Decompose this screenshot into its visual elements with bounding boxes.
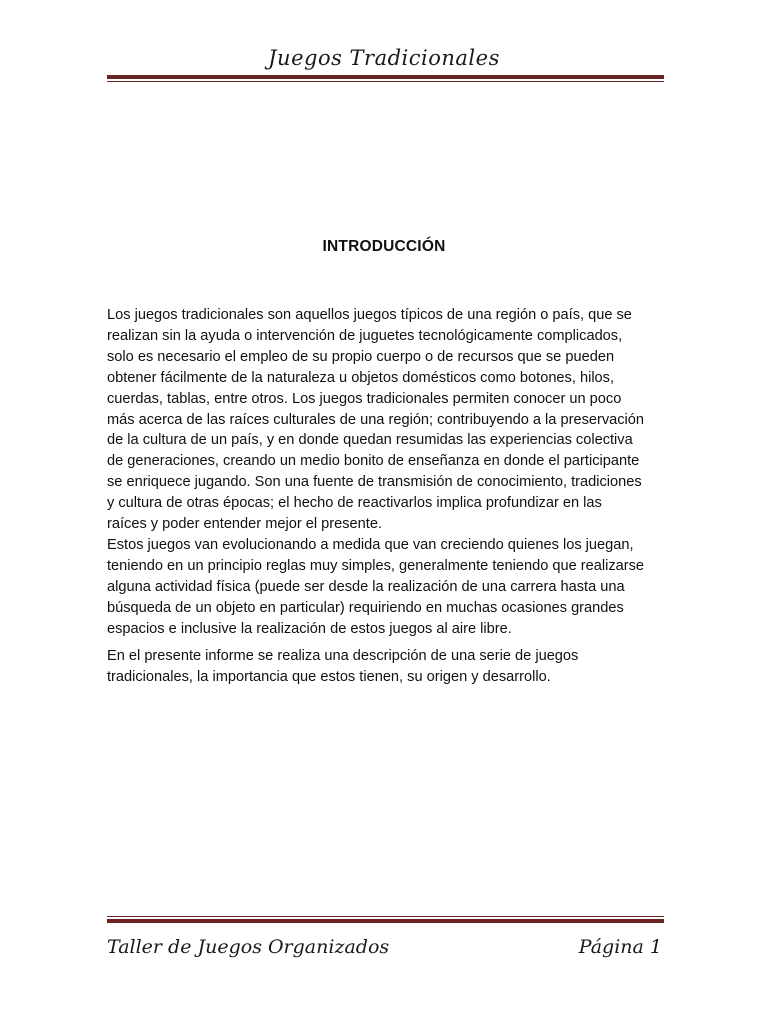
- text-line: se enriquece jugando. Son una fuente de transmisión de conocimiento, tradiciones: [107, 474, 642, 491]
- text-line: teniendo en un principio reglas muy simples, generalmente teniendo que realizarse: [107, 557, 645, 574]
- header-title: Juegos Tradicionales: [268, 46, 500, 70]
- text-line: y cultura de otras épocas; el hecho de reactivarlos implica profundizar en las: [107, 495, 602, 512]
- text-line: de la cultura de un país, y en donde quedan resumidas las experiencias colectiva: [107, 432, 633, 449]
- text-line: espacios e inclusive la realización de estos juegos al aire libre.: [107, 620, 512, 637]
- text-line: raíces y poder entender mejor el presente.: [107, 516, 383, 533]
- paragraph-1: [107, 305, 667, 640]
- text-line: En el presente informe se realiza una descripción de una serie de juegos: [107, 648, 579, 664]
- text-line: realizan sin la ayuda o intervención de juguetes tecnológicamente complicados,: [107, 327, 623, 344]
- text-line: solo es necesario el empleo de su propio cuerpo o de recursos que se pueden: [107, 348, 615, 365]
- text-line: alguna actividad física (puede ser desde la realización de una carrera hasta una: [107, 578, 625, 595]
- header-rule-thin: [107, 81, 664, 82]
- text-line: de generaciones, creando un medio bonito de enseñanza en donde el participante: [107, 453, 640, 470]
- text-line: búsqueda de un objeto en particular) requiriendo en muchas ocasiones grandes: [107, 599, 624, 616]
- text-line: Los juegos tradicionales son aquellos juegos típicos de una región o país, que se: [107, 307, 632, 323]
- text-line: obtener fácilmente de la naturaleza u objetos domésticos como botones, hilos,: [107, 369, 615, 386]
- footer-rule-thick: [107, 919, 664, 923]
- text-line: más acerca de las raíces culturales de una región; contribuyendo a la preservación: [107, 411, 645, 428]
- paragraph-2: [107, 646, 667, 688]
- text-line: tradicionales, la importancia que estos tienen, su origen y desarrollo.: [107, 668, 551, 685]
- header-rule-thick: [107, 75, 664, 79]
- footer-course-title: Taller de Juegos Organizados: [107, 936, 390, 958]
- footer-page-number: Página 1: [578, 936, 662, 958]
- text-line: Estos juegos van evolucionando a medida que van creciendo quienes los juegan,: [107, 536, 634, 553]
- text-line: cuerdas, tablas, entre otros. Los juegos tradicionales permiten conocer un poco: [107, 390, 622, 407]
- section-heading: INTRODUCCIÓN: [322, 238, 446, 255]
- footer-rule-thin: [107, 916, 664, 917]
